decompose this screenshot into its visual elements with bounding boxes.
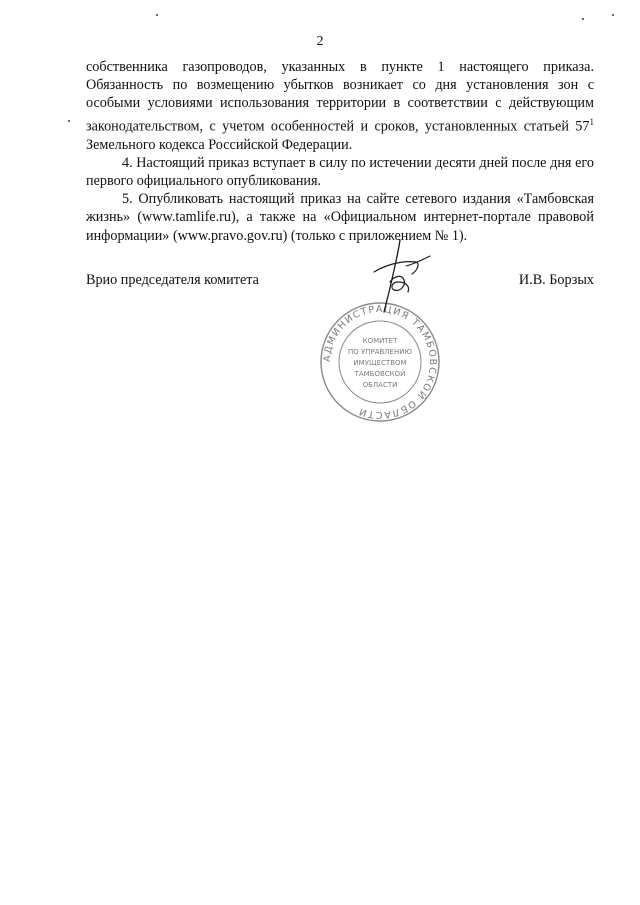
document-body [86, 58, 594, 245]
stamp-line-5: ОБЛАСТИ [362, 381, 398, 389]
stamp-line-1: КОМИТЕТ [362, 337, 398, 345]
handwritten-signature [360, 236, 440, 316]
stamp-line-2: ПО УПРАВЛЕНИЮ [347, 348, 413, 356]
official-stamp [318, 300, 442, 424]
paragraph-compensation-tail: Земельного кодекса Российской Федерации. [86, 136, 353, 153]
paragraph-publication: 5. Опубликовать настоящий приказ на сайте сетевого издания «Тамбовская жизнь» (www.tamlife.ru), а также на «Официальном интернет-портале правовой информации» (www.pravo.gov.ru) (только с приложением № 1). [86, 191, 594, 244]
stamp-line-4: ТАМБОВСКОЙ [354, 370, 406, 378]
stamp-line-3: ИМУЩЕСТВОМ [353, 359, 407, 367]
scan-speck [156, 14, 158, 16]
paragraph-effective-date: 4. Настоящий приказ вступает в силу по истечении десяти дней после дня его первого официального опубликования. [86, 154, 594, 189]
paragraph-compensation-text: собственника газопроводов, указанных в пункте 1 настоящего приказа. Обязанность по возмещению убытков возникает со дня установления зон с особыми условиями использования территории в соответствии с действующим законодательством, с учетом особенностей и сроков, установленных статьей 57 [86, 59, 594, 135]
scan-speck [68, 120, 70, 122]
signatory-title: Врио председателя комитета [86, 272, 259, 288]
signatory-name: И.В. Борзых [518, 272, 594, 288]
scan-speck [582, 18, 584, 20]
page-number: 2 [316, 34, 324, 49]
scan-speck [612, 14, 614, 16]
article-superscript: 1 [589, 116, 594, 127]
stamp-ring-text: АДМИНИСТРАЦИЯ ТАМБОВСКОЙ ОБЛАСТИ [321, 303, 439, 421]
paragraph-compensation [86, 58, 594, 154]
